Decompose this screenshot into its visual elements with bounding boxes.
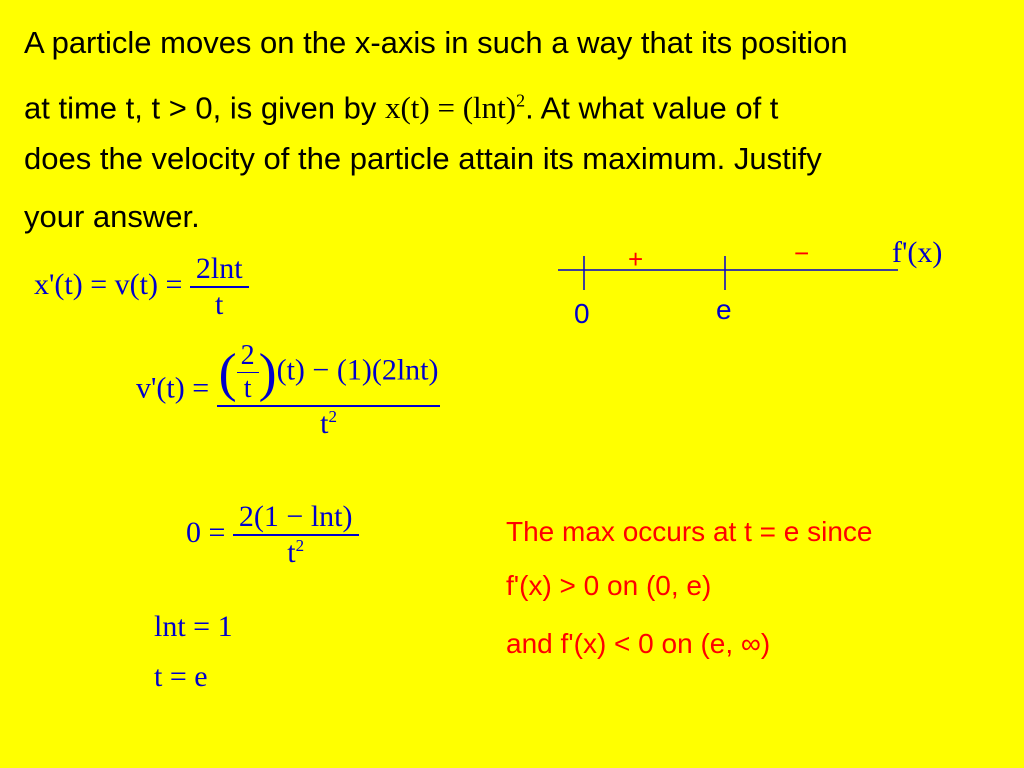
conclusion-line-2: f'(x) > 0 on (0, e) (506, 570, 712, 601)
critical-point-numerator: 2(1 − lnt) (233, 500, 359, 536)
position-function: $x(t) = (\ln t)^2$ (384, 90, 526, 126)
conclusion-line-3: and f'(x) < 0 on (e, ∞) (506, 628, 771, 659)
acceleration-numerator: ( $\frac{2}{t}$ )(t) − (1)(2lnt) (217, 340, 441, 407)
inner-numerator: 2 (237, 340, 259, 373)
problem-line-1: A particle moves on the x-axis in such a way that its position (24, 25, 848, 60)
sign-chart-plus: + (628, 244, 644, 274)
problem-statement (24, 14, 1004, 246)
ln-equation: lnt = 1 (154, 610, 233, 643)
problem-line-4: your answer. (24, 199, 200, 234)
acceleration-equation (136, 340, 440, 441)
problem-line-2-tail: . At what value of t (525, 90, 779, 126)
acceleration-equation-left: v'(t) = (136, 371, 210, 405)
velocity-numerator: 2lnt (190, 252, 249, 288)
sign-chart-point-0: 0 (574, 298, 590, 329)
position-exponent: 2 (516, 91, 526, 111)
critical-point-fraction (233, 500, 359, 570)
problem-line-3: does the velocity of the particle attain its maximum. Justify (24, 141, 822, 176)
inner-denominator: t (243, 373, 252, 404)
acceleration-numerator-tail: (t) − (1)(2lnt) (276, 353, 439, 387)
critical-point-denominator: $t^2$ (287, 536, 305, 569)
sign-chart-label: f'(x) (892, 236, 943, 269)
critical-point-equation-left: 0 = (186, 515, 226, 549)
problem-line-2-text: at time t, t > 0, is given by (24, 90, 377, 126)
velocity-equation (34, 252, 249, 322)
velocity-fraction (190, 252, 249, 322)
velocity-equation-left: x'(t) = v(t) = (34, 267, 183, 301)
conclusion-line-1: The max occurs at t = e since (506, 516, 873, 547)
sign-chart-point-e: e (716, 294, 732, 325)
acceleration-den-exponent: 2 (328, 407, 337, 426)
critical-point-equation (186, 500, 359, 570)
critical-point-den-exponent: 2 (295, 536, 305, 555)
sign-chart-minus: − (794, 238, 810, 268)
problem-line-2 (24, 72, 1004, 130)
acceleration-denominator: $t^2$ (320, 407, 337, 440)
solution-equation: t = e (154, 660, 208, 693)
inner-fraction (237, 340, 259, 405)
acceleration-fraction (217, 340, 441, 441)
velocity-denominator: t (215, 288, 224, 321)
